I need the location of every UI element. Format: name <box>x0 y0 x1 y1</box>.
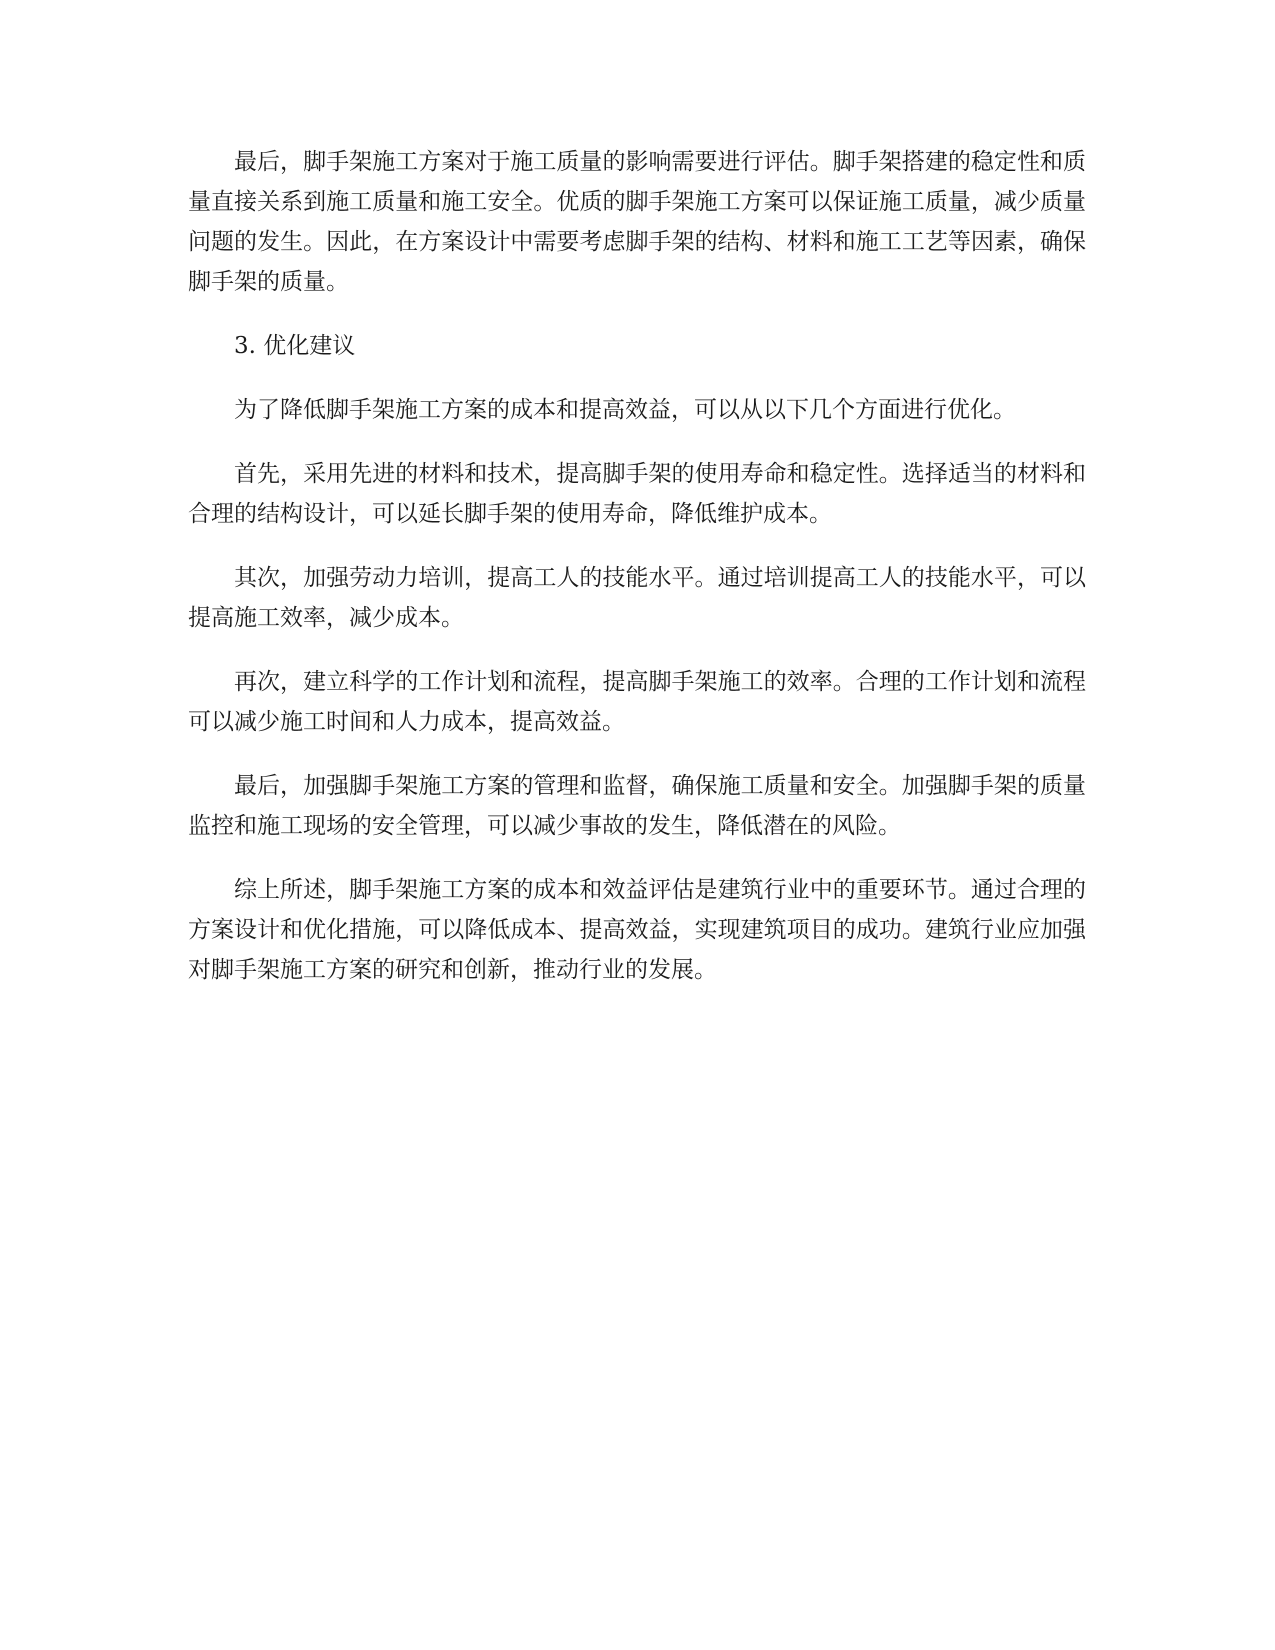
paragraph-work-plan: 再次，建立科学的工作计划和流程，提高脚手架施工的效率。合理的工作计划和流程可以减少施工时间和人力成本，提高效益。 <box>188 669 1086 735</box>
paragraph-materials-technology: 首先，采用先进的材料和技术，提高脚手架的使用寿命和稳定性。选择适当的材料和合理的结构设计，可以延长脚手架的使用寿命，降低维护成本。 <box>188 461 1086 527</box>
paragraph-quality-evaluation: 最后，脚手架施工方案对于施工质量的影响需要进行评估。脚手架搭建的稳定性和质量直接关系到施工质量和施工安全。优质的脚手架施工方案可以保证施工质量，减少质量问题的发生。因此，在方案设计中需要考虑脚手架的结构、材料和施工工艺等因素，确保脚手架的质量。 <box>188 149 1086 295</box>
section-heading-optimization: 3. 优化建议 <box>234 333 356 359</box>
paragraph-management-supervision: 最后，加强脚手架施工方案的管理和监督，确保施工质量和安全。加强脚手架的质量监控和施工现场的安全管理，可以减少事故的发生，降低潜在的风险。 <box>188 773 1086 839</box>
document-body <box>188 142 1086 1014</box>
paragraph-labor-training: 其次，加强劳动力培训，提高工人的技能水平。通过培训提高工人的技能水平，可以提高施工效率，减少成本。 <box>188 565 1086 631</box>
paragraph-optimization-intro: 为了降低脚手架施工方案的成本和提高效益，可以从以下几个方面进行优化。 <box>234 397 1016 423</box>
paragraph-conclusion: 综上所述，脚手架施工方案的成本和效益评估是建筑行业中的重要环节。通过合理的方案设计和优化措施，可以降低成本、提高效益，实现建筑项目的成功。建筑行业应加强对脚手架施工方案的研究和创新，推动行业的发展。 <box>188 877 1086 983</box>
